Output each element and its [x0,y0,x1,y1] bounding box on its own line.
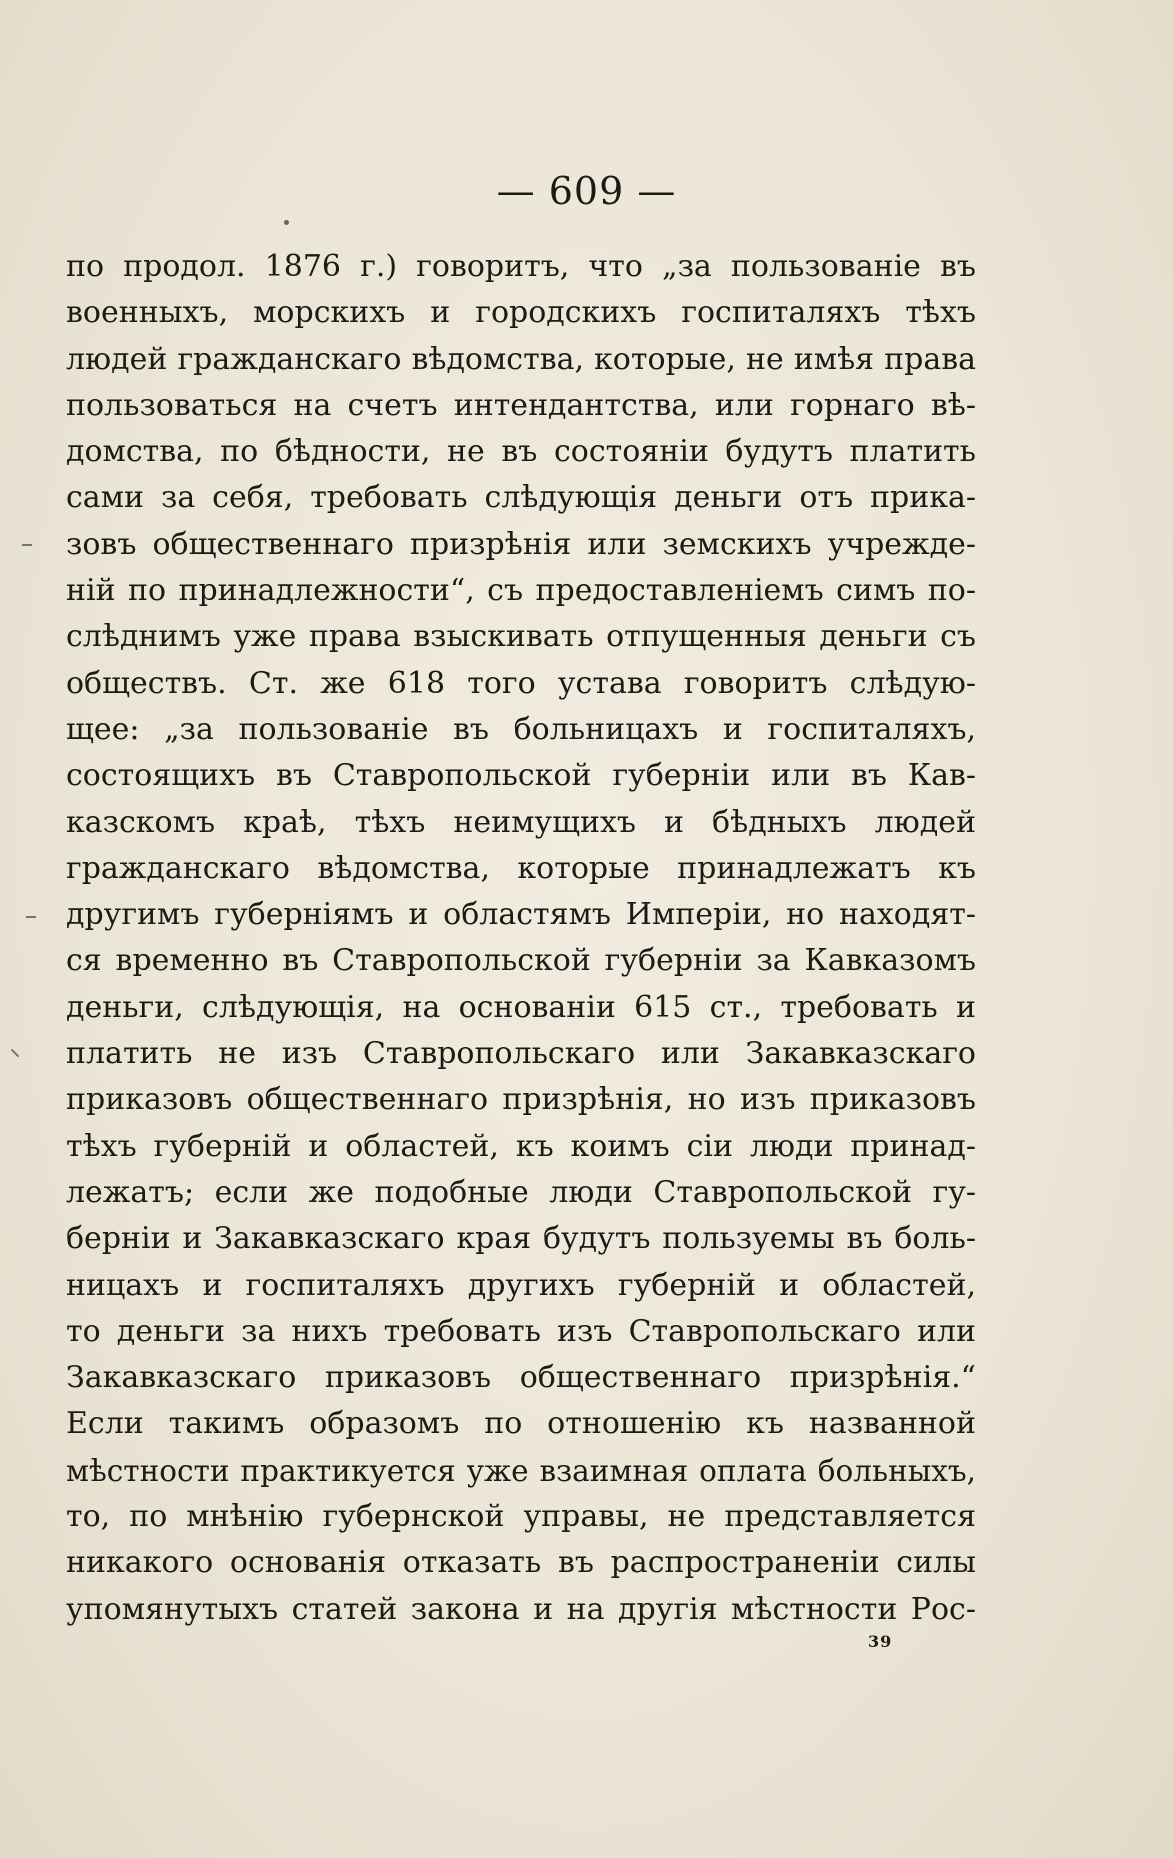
text-line: берніи и Закавказскаго края будутъ пользуемы въ боль- [66,1221,976,1257]
text-line: ницахъ и госпиталяхъ другихъ губерній и областей, [66,1267,976,1303]
text-line: тѣхъ губерній и областей, къ коимъ сіи люди принад- [66,1128,976,1164]
text-line: обществъ. Ст. же 618 того устава говоритъ слѣдую- [66,665,976,701]
text-line: по продол. 1876 г.) говоритъ, что „за пользованіе въ [66,249,976,284]
text-line: то деньги за нихъ требовать изъ Ставропольскаго или [66,1313,976,1349]
signature-mark: 39 [868,1632,893,1651]
text-line: деньги, слѣдующія, на основаніи 615 ст., требовать и [66,989,976,1025]
text-line: то, по мнѣнію губернской управы, не представляется [66,1499,976,1535]
text-line: состоящихъ въ Ставропольской губерніи или въ Кав- [66,758,976,794]
text-line: приказовъ общественнаго призрѣнія, но изъ приказовъ [66,1082,976,1118]
text-line: зовъ общественнаго призрѣнія или земскихъ учрежде- [66,526,976,562]
text-line: гражданскаго вѣдомства, которые принадлежатъ къ [66,850,976,886]
text-line: людей гражданскаго вѣдомства, которые, не имѣя права [66,341,976,377]
text-line: слѣднимъ уже права взыскивать отпущенныя деньги съ [66,619,976,655]
text-line: Закавказскаго приказовъ общественнаго призрѣнія.“ [66,1360,976,1396]
text-line: щее: „за пользованіе въ больницахъ и госпиталяхъ, [66,711,976,747]
page-number: — 609 — [496,169,677,213]
text-line: ся временно въ Ставропольской губерніи за Кавказомъ [66,943,976,979]
text-line: ній по принадлежности“, съ предоставленіемъ симъ по- [66,573,976,609]
text-line: платить не изъ Ставропольскаго или Закавказскаго [66,1036,976,1072]
text-line: лежатъ; если же подобные люди Ставропольской гу- [66,1174,976,1210]
text-line: домства, по бѣдности, не въ состояніи будутъ платить [66,434,976,470]
margin-mark [26,916,36,918]
text-line: мѣстности практикуется уже взаимная оплата больныхъ, [66,1453,976,1488]
text-line: пользоваться на счетъ интендантства, или горнаго вѣ- [66,387,976,423]
text-line: казскомъ краѣ, тѣхъ неимущихъ и бѣдныхъ людей [66,804,976,840]
body-text [66,244,976,1633]
text-line: упомянутыхъ статей закона и на другія мѣстности Рос- [66,1591,976,1627]
margin-mark [22,544,32,546]
margin-mark [11,1049,19,1057]
text-line: военныхъ, морскихъ и городскихъ госпиталяхъ тѣхъ [66,295,976,331]
margin-mark [284,220,289,225]
text-line: никакого основанія отказать въ распространеніи силы [66,1545,976,1581]
text-line: сами за себя, требовать слѣдующія деньги отъ прика- [66,480,976,516]
text-line: Если такимъ образомъ по отношенію къ названной [66,1406,976,1442]
text-line: другимъ губерніямъ и областямъ Имперіи, но находят- [66,897,976,933]
